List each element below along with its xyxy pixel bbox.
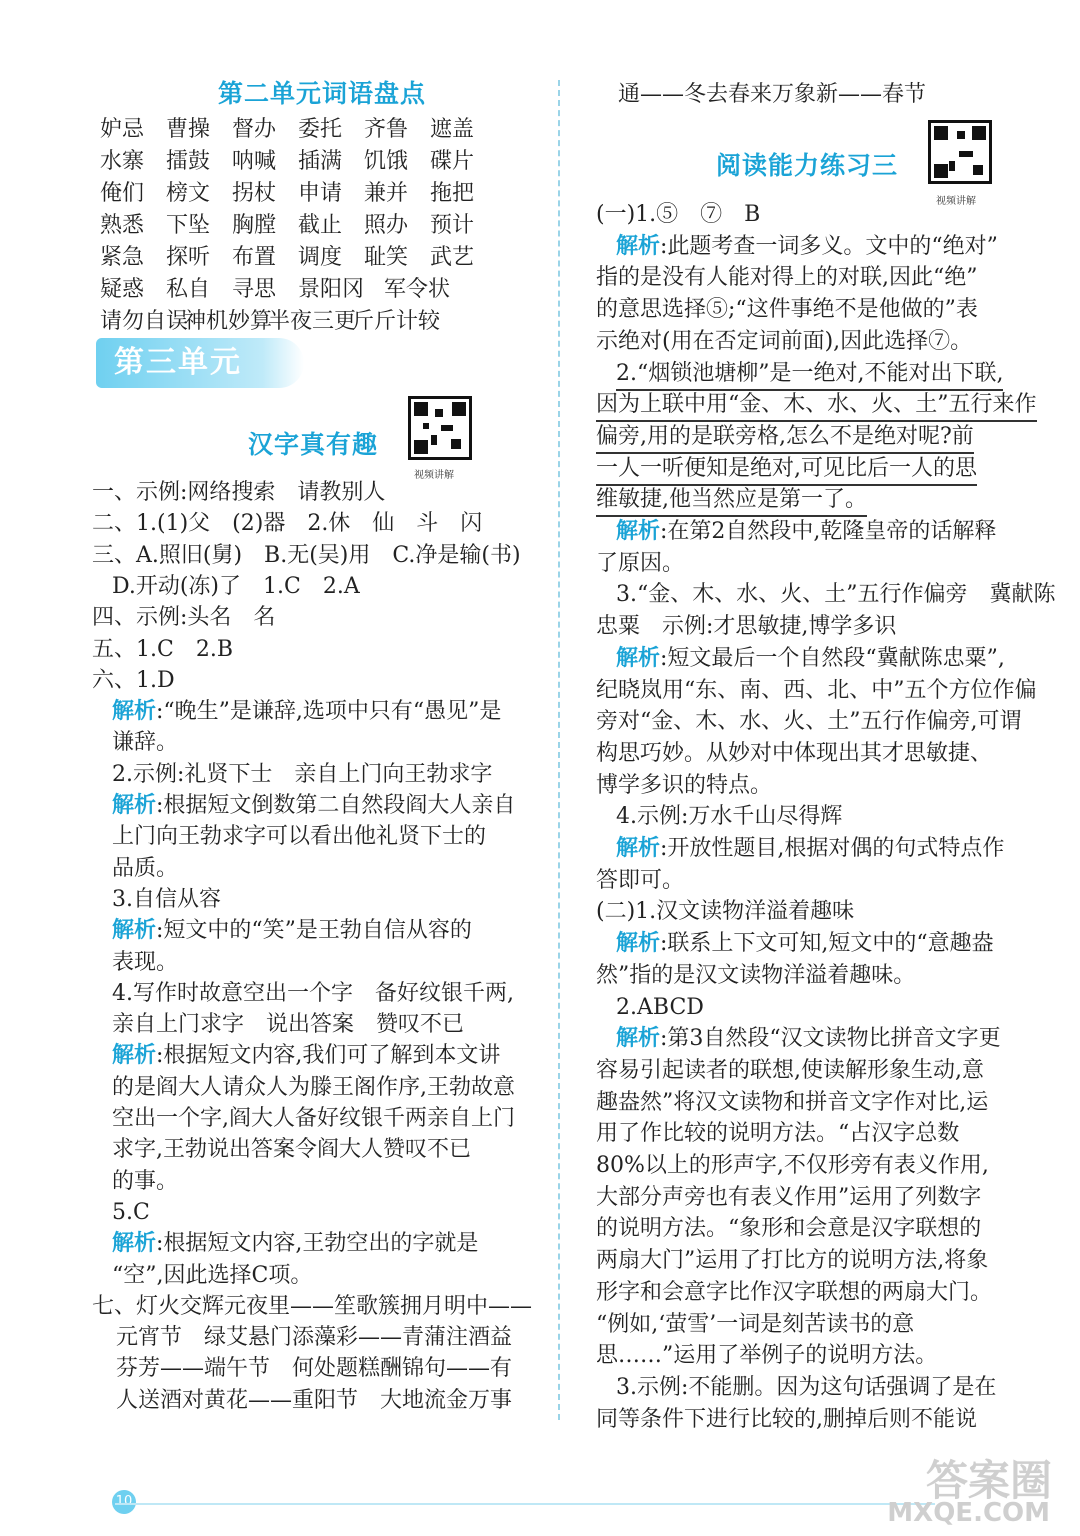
answer-line: 80%以上的形声字,不仅形旁有表义作用, [596,1153,989,1178]
word-row: 俺们 榜文 拐杖 申请 兼并 拖把 [100,181,475,206]
word-row: 水寨 擂鼓 呐喊 插满 饥饿 碟片 [100,149,475,174]
page-number: 10 [112,1490,136,1514]
answer-line: 芬芳——端午节 何处题糕酬锦句——有 [116,1356,513,1382]
answer-line: 一人一听便知是绝对,可见比后一人的思 [596,454,977,486]
footer-rule [115,1503,935,1505]
answer-line: 4.示例:万水千山尽得辉 [616,804,843,830]
answer-line: 六、1.D [92,667,175,693]
answer-line: 答即可。 [596,867,685,893]
answer-line: D.开动(冻)了 1.C 2.A [112,573,360,599]
answer-line: 解析:在第2自然段中,乾隆皇帝的话解释 [616,519,997,544]
qr-label: 视频讲解 [414,470,454,481]
word-row: 紧急 探听 布置 调度 耻笑 武艺 [100,245,475,270]
word-row: 妒忌 曹操 督办 委托 齐鲁 遮盖 [100,117,475,142]
answer-line: 解析:此题考查一词多义。文中的“绝对” [616,233,998,259]
answer-line: 的意思选择⑤;“这件事绝不是他做的”表 [596,297,978,323]
answer-line: 求字,王勃说出答案令阎大人赞叹不已 [112,1137,471,1163]
answer-line: 维敏捷,他当然应是第一了。 [596,485,867,517]
answer-line: 解析:短文中的“笑”是王勃自信从容的 [112,918,472,944]
answer-line: 容易引起读者的联想,使读解形象生动,意 [596,1057,984,1083]
watermark-url: MXQE.COM [887,1498,1050,1528]
answer-line: (一)1.⑤ ⑦ B [596,202,761,227]
answer-line: 3.示例:不能删。因为这句话强调了是在 [616,1374,997,1400]
answer-line: 忠粟 示例:才思敏捷,博学多识 [596,614,897,640]
unit3-banner: 第三单元 [96,338,304,388]
answer-line: 趣盎然”将汉文读物和拼音文字作对比,运 [596,1089,989,1115]
answer-line: 谦辞。 [112,730,179,756]
answer-line: 二、1.(1)父 (2)器 2.休 仙 斗 闪 [92,511,483,537]
answer-line: 3.“金、木、水、火、土”五行作偏旁 冀献陈 [616,582,1056,608]
answer-line: 2.ABCD [616,994,704,1020]
answer-line: 2.示例:礼贤下士 亲自上门向王勃求字 [112,761,493,787]
word-list [100,112,496,336]
answer-line: 人送酒对黄花——重阳节 大地流金万事 [116,1387,513,1413]
answer-line: 品质。 [112,855,179,881]
right-top-line: 通——冬去春来万象新——春节 [618,82,927,107]
answer-line: 解析:联系上下文可知,短文中的“意趣盎 [616,931,994,957]
word-row: 疑惑 私自 寻思 景阳冈 军令状 [100,277,451,302]
answer-line: 的事。 [112,1168,179,1194]
lesson-title: 汉字真有趣 [248,430,379,459]
answer-line: 解析:根据短文倒数第二自然段阎大人亲自 [112,793,516,818]
watermark-logo: 答案圈 [925,1456,1052,1505]
answer-line: 指的是没有人能对得上的对联,因此“绝” [596,265,978,291]
section-title-reading3: 阅读能力练习三 [716,151,899,180]
answer-line: 解析:根据短文内容,王勃空出的字就是 [112,1231,479,1257]
section-title-unit2-words: 第二单元词语盘点 [218,79,427,108]
answer-line: 解析:“晚生”是谦辞,选项中只有“愚见”是 [112,699,502,725]
answer-line: 同等条件下进行比较的,删掉后则不能说 [596,1406,977,1432]
answer-line: 亲自上门求字 说出答案 赞叹不已 [112,1012,465,1038]
answer-line: 形字和会意字比作汉字联想的两扇大门。 [596,1279,993,1305]
answer-line: 上门向王勃求字可以看出他礼贤下士的 [112,824,487,850]
phrase-row: 请勿自误神机妙算半夜三更斤斤计较 [100,309,441,334]
answer-line: 四、示例:头名 名 [92,605,276,631]
answer-line: 解析:根据短文内容,我们可了解到本文讲 [112,1043,501,1069]
answer-line: 空出一个字,阎大人备好纹银千两亲自上门 [112,1106,515,1131]
answer-line: 七、灯火交辉元夜里——笙歌簇拥月明中—— [92,1293,533,1319]
answer-line: 博学多识的特点。 [596,772,773,798]
answer-line: “例如,‘萤雪’一词是刻苦读书的意 [596,1311,915,1337]
column-divider [558,80,560,1420]
qr-code-icon[interactable] [928,120,992,184]
answer-line: 思……”运用了举例子的说明方法。 [596,1343,938,1369]
answer-line: 三、A.照旧(舅) B.无(吴)用 C.净是输(书) [92,542,521,568]
answer-line: 示绝对(用在否定词前面),因此选择⑦。 [596,328,973,354]
answer-line: 元宵节 绿艾悬门添藻彩——青蒲注酒益 [116,1325,513,1351]
answer-line: 2.“烟锁池塘柳”是一绝对,不能对出下联, [616,359,1003,391]
qr-code-icon[interactable] [408,396,472,460]
answer-line: “空”,因此选择C项。 [112,1262,313,1288]
answer-line: 两扇大门”运用了打比方的说明方法,将象 [596,1248,989,1274]
answer-line: 表现。 [112,949,179,975]
answer-line: 偏旁,用的是联旁格,怎么不是绝对呢?前 [596,422,974,454]
answer-line: 一、示例:网络搜索 请教别人 [92,480,386,505]
answer-line: 5.C [112,1199,150,1225]
answer-line: 3.自信从容 [112,886,221,912]
answer-line: 大部分声旁也有表义作用”运用了列数字 [596,1184,982,1210]
answer-line: 五、1.C 2.B [92,636,233,662]
answer-line: 解析:短文最后一个自然段“冀献陈忠粟”, [616,645,1005,671]
qr-label: 视频讲解 [936,196,976,207]
answer-line: 4.写作时故意空出一个字 备好纹银千两, [112,980,514,1006]
answer-line: (二)1.汉文读物洋溢着趣味 [596,899,855,925]
answer-line: 用了作比较的说明方法。“占汉字总数 [596,1121,960,1147]
answer-line: 的说明方法。“象形和会意是汉字联想的 [596,1216,982,1242]
answer-line: 解析:第3自然段“汉文读物比拼音文字更 [616,1026,1001,1052]
answer-line: 旁对“金、木、水、火、土”五行作偏旁,可谓 [596,709,1022,735]
answer-line: 的是阎大人请众人为滕王阁作序,王勃故意 [112,1074,515,1100]
answer-line: 了原因。 [596,550,685,576]
word-row: 熟悉 下坠 胸膛 截止 照办 预计 [100,213,475,238]
answer-line: 然”指的是汉文读物洋溢着趣味。 [596,962,916,988]
answer-line: 因为上联中用“金、木、水、火、土”五行来作 [596,390,1037,422]
answer-line: 纪晓岚用“东、南、西、北、中”五个方位作偏 [596,677,1037,703]
answer-line: 解析:开放性题目,根据对偶的句式特点作 [616,836,1005,861]
answer-line: 构思巧妙。从妙对中体现出其才思敏捷、 [596,740,993,766]
